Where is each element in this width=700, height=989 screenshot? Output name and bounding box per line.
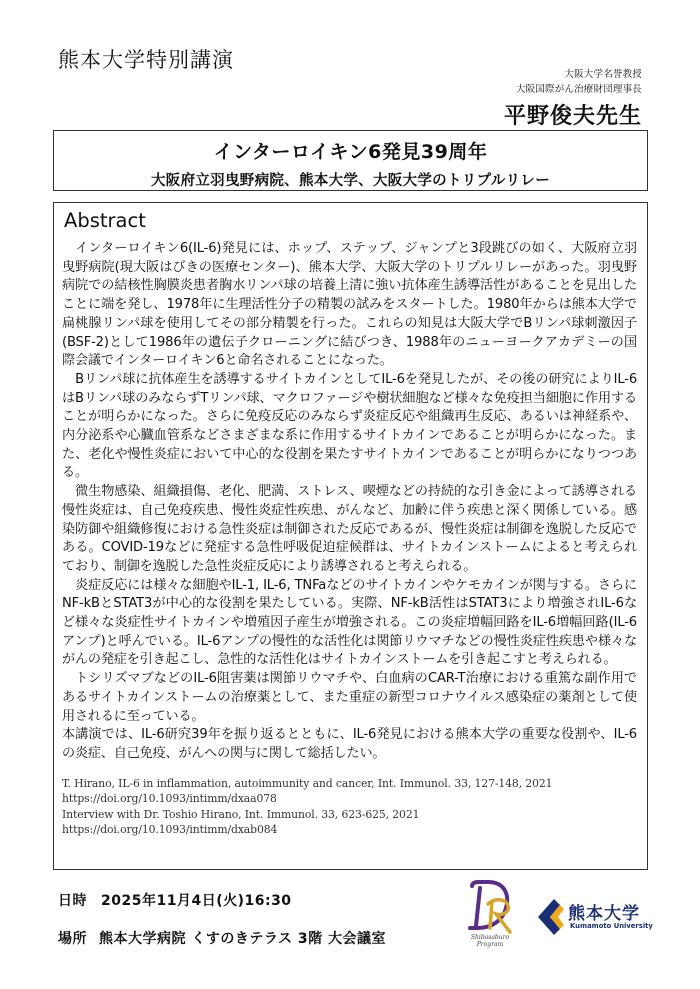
- abstract-paragraph: 本講演では、IL-6研究39年を振り返るとともに、IL-6発見における熊本大学の重要な役割や、IL-6 の炎症、自己免疫、がんへの関与に関して総括したい。: [62, 727, 637, 761]
- main-title: インターロイキン6発見39周年: [213, 141, 488, 163]
- speaker-block: [504, 67, 642, 130]
- sub-title: 大阪府立羽曳野病院、熊本大学、大阪大学のトリプルリレー: [150, 173, 551, 189]
- abstract-paragraph: トシリズマブなどのIL-6阻害薬は関節リウマチや、白血病のCAR-T治療における重篤な副作用であるサイトカインストームの治療薬として、また重症の新型コロナウイルス感染症の薬剤として使用されるに至っている。: [62, 671, 637, 724]
- title-box: [53, 130, 648, 191]
- kumamoto-university-logo: [534, 893, 654, 943]
- kumamoto-emblem-icon: [534, 897, 566, 937]
- abstract-paragraph: 炎症反応には様々な細胞やIL-1, IL-6, TNFaなどのサイトカインやケモカインが関与する。さらにNF-kBとSTAT3が中心的な役割を果たしている。実際、NF-kB活性はSTAT3により増強されIL-6など様々な炎症性サイトカインや増殖因子産生が増強される。この炎症増幅回路をIL-6増幅回路(IL-6アンプ)と呼んでいる。IL-6アンプの慢性的な活性化は関節リウマチなどの慢性炎症性疾患や様々ながんの発症を引き起こし、急性的な活性化はサイトカインストームを引き起こすと考えられる。: [62, 577, 637, 668]
- shibasaburo-caption: Shibasaburo Program: [470, 934, 510, 948]
- abstract-heading: Abstract: [64, 209, 146, 232]
- event-title: 熊本大学特別講演: [58, 48, 234, 72]
- abstract-paragraph: 微生物感染、組織損傷、老化、肥満、ストレス、喫煙などの持続的な引き金によって誘導される慢性炎症は、自己免疫疾患、慢性炎症性疾患、がんなど、加齢に伴う疾患と深く関係している。感染防御や組織修復における急性炎症は制御された反応であるが、慢性炎症は制御を逸脱した反応である。COVID-19などに発症する急性呼吸促迫症候群は、サイトカインストームによると考えられており、制御を逸脱した急性炎症反応により誘導されると考えられる。: [62, 484, 637, 574]
- reference-doi-link[interactable]: https://doi.org/10.1093/intimm/dxab084: [62, 823, 278, 837]
- event-datetime: [58, 890, 292, 910]
- abstract-paragraph: インターロイキン6(IL-6)発見には、ホップ、ステップ、ジャンプと3段跳びの如く、大阪府立羽曳野病院(現大阪はびきの医療センター)、熊本大学、大阪大学のトリプルリレーがあった。羽曳野病院での結核性胸膜炎患者胸水リンパ球の培養上清に強い抗体産生誘導活性があることを見出したことに端を発し、1978年に生理活性分子の精製の試みをスタートした。1980年からは熊本大学で扁桃腺リンパ球を使用してその部分精製を行った。これらの知見は大阪大学でBリンパ球刺激因子(BSF-2)として1986年の遺伝子クローニングに結びつき、1988年のニューヨークアカデミーの国際会議でインターロイキン6と命名されることになった。: [62, 241, 637, 369]
- speaker-affiliation-1: 大阪大学名誉教授: [564, 69, 642, 80]
- venue-value: 熊本大学病院 くすのきテラス 3階 大会議室: [99, 931, 386, 947]
- speaker-name: 平野俊夫先生: [503, 104, 642, 129]
- datetime-label: 日時: [58, 893, 87, 909]
- abstract-box: [53, 202, 648, 870]
- dr-monogram-icon: [458, 878, 522, 934]
- datetime-value: 2025年11月4日(火)16:30: [101, 893, 292, 909]
- speaker-affiliation-2: 大阪国際がん治療財団理事長: [515, 84, 642, 95]
- reference-citation: T. Hirano, IL-6 in inflammation, autoimmunity and cancer, Int. Immunol. 33, 127-148, 2021: [62, 776, 553, 790]
- abstract-paragraph: Bリンパ球に抗体産生を誘導するサイトカインとしてIL-6を発見したが、その後の研究によりIL-6はBリンパ球のみならずTリンパ球、マクロファージや樹状細胞など様々な免疫担当細胞に作用することが明らかになった。さらに免疫反応のみならず炎症反応や組織再生反応、あるいは神経系や、内分泌系や心臓血管系などさまざまな系に作用するサイトカインであることが明らかになった。また、老化や慢性炎症において中心的な役割を果たすサイトカインであることが明らかになりつつある。: [62, 371, 637, 481]
- kumamoto-name-jp: 熊本大学: [568, 904, 640, 924]
- references: [62, 776, 637, 838]
- reference-citation: Interview with Dr. Toshio Hirano, Int. Immunol. 33, 623-625, 2021: [62, 807, 420, 821]
- kumamoto-name-en: Kumamoto University: [570, 922, 653, 930]
- venue-label: 場所: [58, 931, 87, 947]
- shibasaburo-program-logo: [458, 878, 522, 948]
- event-venue: [58, 928, 386, 948]
- reference-doi-link[interactable]: https://doi.org/10.1093/intimm/dxaa078: [62, 792, 277, 806]
- abstract-body: [62, 240, 637, 764]
